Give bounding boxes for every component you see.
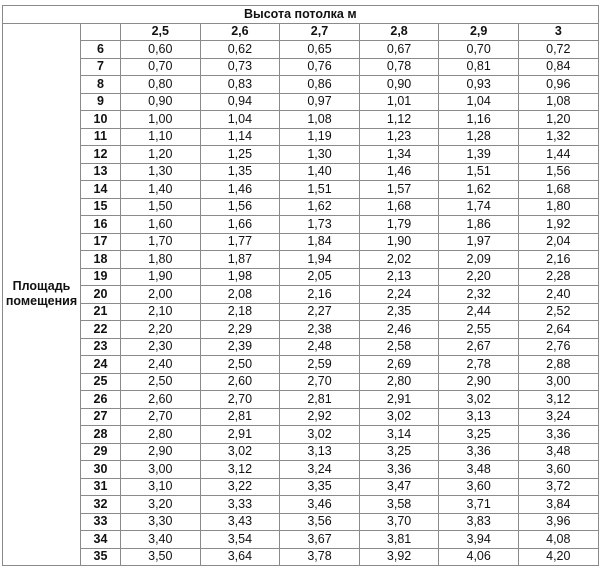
table-row xyxy=(3,426,599,444)
value-cell: 2,16 xyxy=(280,286,360,304)
value-cell: 2,70 xyxy=(280,373,360,391)
value-cell: 0,81 xyxy=(439,58,519,76)
value-cell: 2,10 xyxy=(121,303,201,321)
value-cell: 3,02 xyxy=(439,391,519,409)
area-cell: 35 xyxy=(81,548,121,566)
value-cell: 1,35 xyxy=(200,163,280,181)
table-row xyxy=(3,303,599,321)
value-cell: 1,98 xyxy=(200,268,280,286)
value-cell: 1,86 xyxy=(439,216,519,234)
height-header: 2,5 xyxy=(121,23,201,41)
value-cell: 0,94 xyxy=(200,93,280,111)
area-cell: 30 xyxy=(81,461,121,479)
value-cell: 2,40 xyxy=(121,356,201,374)
value-cell: 3,02 xyxy=(359,408,439,426)
table-row xyxy=(3,251,599,269)
value-cell: 2,20 xyxy=(439,268,519,286)
value-cell: 1,04 xyxy=(439,93,519,111)
value-cell: 3,33 xyxy=(200,496,280,514)
height-header: 2,9 xyxy=(439,23,519,41)
value-cell: 2,32 xyxy=(439,286,519,304)
area-cell: 10 xyxy=(81,111,121,129)
value-cell: 0,70 xyxy=(439,41,519,59)
value-cell: 2,58 xyxy=(359,338,439,356)
table-row xyxy=(3,496,599,514)
value-cell: 1,56 xyxy=(518,163,598,181)
area-cell: 34 xyxy=(81,531,121,549)
value-cell: 3,12 xyxy=(200,461,280,479)
title-row xyxy=(3,6,599,24)
value-cell: 3,92 xyxy=(359,548,439,566)
table-row xyxy=(3,198,599,216)
area-cell: 15 xyxy=(81,198,121,216)
table-row xyxy=(3,391,599,409)
value-cell: 0,65 xyxy=(280,41,360,59)
value-cell: 0,60 xyxy=(121,41,201,59)
area-cell: 19 xyxy=(81,268,121,286)
value-cell: 2,64 xyxy=(518,321,598,339)
value-cell: 1,57 xyxy=(359,181,439,199)
value-cell: 1,62 xyxy=(280,198,360,216)
value-cell: 0,90 xyxy=(359,76,439,94)
value-cell: 2,69 xyxy=(359,356,439,374)
value-cell: 3,20 xyxy=(121,496,201,514)
value-cell: 2,78 xyxy=(439,356,519,374)
table-title: Высота потолка м xyxy=(3,6,599,24)
value-cell: 1,40 xyxy=(121,181,201,199)
value-cell: 3,56 xyxy=(280,513,360,531)
value-cell: 1,08 xyxy=(280,111,360,129)
value-cell: 1,20 xyxy=(121,146,201,164)
area-cell: 21 xyxy=(81,303,121,321)
value-cell: 1,74 xyxy=(439,198,519,216)
table-row xyxy=(3,478,599,496)
value-cell: 1,68 xyxy=(518,181,598,199)
value-cell: 2,39 xyxy=(200,338,280,356)
table-row xyxy=(3,58,599,76)
value-cell: 4,20 xyxy=(518,548,598,566)
area-cell: 33 xyxy=(81,513,121,531)
value-cell: 2,52 xyxy=(518,303,598,321)
value-cell: 1,87 xyxy=(200,251,280,269)
value-cell: 3,71 xyxy=(439,496,519,514)
value-cell: 1,20 xyxy=(518,111,598,129)
height-header: 3 xyxy=(518,23,598,41)
value-cell: 1,23 xyxy=(359,128,439,146)
value-cell: 1,00 xyxy=(121,111,201,129)
value-cell: 3,70 xyxy=(359,513,439,531)
table-row xyxy=(3,163,599,181)
value-cell: 2,40 xyxy=(518,286,598,304)
area-cell: 26 xyxy=(81,391,121,409)
value-cell: 1,32 xyxy=(518,128,598,146)
value-cell: 1,40 xyxy=(280,163,360,181)
value-cell: 3,72 xyxy=(518,478,598,496)
value-cell: 0,62 xyxy=(200,41,280,59)
value-cell: 3,13 xyxy=(439,408,519,426)
table-row xyxy=(3,76,599,94)
value-cell: 2,70 xyxy=(121,408,201,426)
value-cell: 3,60 xyxy=(518,461,598,479)
height-header-row xyxy=(3,23,599,41)
value-cell: 2,24 xyxy=(359,286,439,304)
value-cell: 1,56 xyxy=(200,198,280,216)
value-cell: 1,30 xyxy=(121,163,201,181)
value-cell: 3,00 xyxy=(121,461,201,479)
value-cell: 3,30 xyxy=(121,513,201,531)
value-cell: 2,18 xyxy=(200,303,280,321)
value-cell: 1,68 xyxy=(359,198,439,216)
value-cell: 1,51 xyxy=(280,181,360,199)
value-cell: 2,05 xyxy=(280,268,360,286)
value-cell: 1,97 xyxy=(439,233,519,251)
area-cell: 28 xyxy=(81,426,121,444)
area-cell: 22 xyxy=(81,321,121,339)
table-row xyxy=(3,233,599,251)
value-cell: 1,30 xyxy=(280,146,360,164)
value-cell: 3,58 xyxy=(359,496,439,514)
area-cell: 29 xyxy=(81,443,121,461)
area-cell: 14 xyxy=(81,181,121,199)
area-cell: 11 xyxy=(81,128,121,146)
table-row xyxy=(3,513,599,531)
area-cell: 6 xyxy=(81,41,121,59)
value-cell: 1,19 xyxy=(280,128,360,146)
value-cell: 0,83 xyxy=(200,76,280,94)
value-cell: 1,39 xyxy=(439,146,519,164)
area-cell: 24 xyxy=(81,356,121,374)
value-cell: 1,04 xyxy=(200,111,280,129)
area-cell: 17 xyxy=(81,233,121,251)
value-cell: 3,94 xyxy=(439,531,519,549)
value-cell: 3,36 xyxy=(518,426,598,444)
value-cell: 0,80 xyxy=(121,76,201,94)
table-row xyxy=(3,181,599,199)
value-cell: 1,34 xyxy=(359,146,439,164)
value-cell: 2,80 xyxy=(359,373,439,391)
table-row xyxy=(3,321,599,339)
value-cell: 3,02 xyxy=(200,443,280,461)
value-cell: 0,76 xyxy=(280,58,360,76)
value-cell: 0,90 xyxy=(121,93,201,111)
area-cell: 18 xyxy=(81,251,121,269)
value-cell: 2,59 xyxy=(280,356,360,374)
value-cell: 1,90 xyxy=(359,233,439,251)
value-cell: 1,90 xyxy=(121,268,201,286)
area-cell: 25 xyxy=(81,373,121,391)
value-cell: 3,48 xyxy=(439,461,519,479)
value-cell: 2,60 xyxy=(121,391,201,409)
value-cell: 3,50 xyxy=(121,548,201,566)
value-cell: 1,46 xyxy=(359,163,439,181)
value-cell: 2,81 xyxy=(280,391,360,409)
value-cell: 3,47 xyxy=(359,478,439,496)
value-cell: 2,04 xyxy=(518,233,598,251)
value-cell: 3,81 xyxy=(359,531,439,549)
value-cell: 2,81 xyxy=(200,408,280,426)
height-header: 2,7 xyxy=(280,23,360,41)
area-cell: 13 xyxy=(81,163,121,181)
table-row xyxy=(3,286,599,304)
value-cell: 2,46 xyxy=(359,321,439,339)
table-row xyxy=(3,408,599,426)
value-cell: 1,01 xyxy=(359,93,439,111)
area-cell: 12 xyxy=(81,146,121,164)
value-cell: 3,83 xyxy=(439,513,519,531)
value-cell: 2,13 xyxy=(359,268,439,286)
value-cell: 2,90 xyxy=(121,443,201,461)
value-cell: 1,80 xyxy=(121,251,201,269)
value-cell: 1,44 xyxy=(518,146,598,164)
value-cell: 2,50 xyxy=(200,356,280,374)
value-cell: 3,25 xyxy=(439,426,519,444)
table-row xyxy=(3,93,599,111)
value-cell: 1,51 xyxy=(439,163,519,181)
value-cell: 2,35 xyxy=(359,303,439,321)
table-row xyxy=(3,443,599,461)
value-cell: 3,40 xyxy=(121,531,201,549)
value-cell: 4,06 xyxy=(439,548,519,566)
value-cell: 3,48 xyxy=(518,443,598,461)
area-cell: 31 xyxy=(81,478,121,496)
value-cell: 2,20 xyxy=(121,321,201,339)
value-cell: 1,73 xyxy=(280,216,360,234)
value-cell: 1,84 xyxy=(280,233,360,251)
value-cell: 3,22 xyxy=(200,478,280,496)
value-cell: 1,92 xyxy=(518,216,598,234)
value-cell: 3,54 xyxy=(200,531,280,549)
header-blank-cell xyxy=(81,23,121,41)
area-cell: 9 xyxy=(81,93,121,111)
value-cell: 2,50 xyxy=(121,373,201,391)
table-row xyxy=(3,41,599,59)
value-cell: 3,14 xyxy=(359,426,439,444)
value-cell: 3,24 xyxy=(518,408,598,426)
value-cell: 0,78 xyxy=(359,58,439,76)
value-cell: 1,66 xyxy=(200,216,280,234)
value-cell: 1,79 xyxy=(359,216,439,234)
value-cell: 2,29 xyxy=(200,321,280,339)
value-cell: 2,70 xyxy=(200,391,280,409)
value-cell: 1,28 xyxy=(439,128,519,146)
value-cell: 0,67 xyxy=(359,41,439,59)
ceiling-height-table xyxy=(2,5,599,566)
table-row xyxy=(3,216,599,234)
value-cell: 3,96 xyxy=(518,513,598,531)
value-cell: 3,67 xyxy=(280,531,360,549)
table-row xyxy=(3,268,599,286)
value-cell: 0,73 xyxy=(200,58,280,76)
value-cell: 1,10 xyxy=(121,128,201,146)
value-cell: 3,35 xyxy=(280,478,360,496)
area-cell: 16 xyxy=(81,216,121,234)
value-cell: 3,12 xyxy=(518,391,598,409)
value-cell: 3,02 xyxy=(280,426,360,444)
value-cell: 2,09 xyxy=(439,251,519,269)
value-cell: 0,84 xyxy=(518,58,598,76)
area-side-label: Площадь помещения xyxy=(3,23,81,566)
value-cell: 2,08 xyxy=(200,286,280,304)
value-cell: 0,96 xyxy=(518,76,598,94)
value-cell: 2,02 xyxy=(359,251,439,269)
value-cell: 0,70 xyxy=(121,58,201,76)
value-cell: 2,55 xyxy=(439,321,519,339)
value-cell: 3,64 xyxy=(200,548,280,566)
value-cell: 0,86 xyxy=(280,76,360,94)
value-cell: 1,50 xyxy=(121,198,201,216)
table-row xyxy=(3,531,599,549)
value-cell: 3,84 xyxy=(518,496,598,514)
value-cell: 3,36 xyxy=(359,461,439,479)
value-cell: 2,16 xyxy=(518,251,598,269)
table-row xyxy=(3,111,599,129)
area-cell: 8 xyxy=(81,76,121,94)
value-cell: 2,92 xyxy=(280,408,360,426)
value-cell: 2,00 xyxy=(121,286,201,304)
value-cell: 3,36 xyxy=(439,443,519,461)
value-cell: 2,67 xyxy=(439,338,519,356)
table-row xyxy=(3,146,599,164)
value-cell: 3,25 xyxy=(359,443,439,461)
value-cell: 3,43 xyxy=(200,513,280,531)
value-cell: 3,46 xyxy=(280,496,360,514)
area-cell: 32 xyxy=(81,496,121,514)
value-cell: 3,00 xyxy=(518,373,598,391)
value-cell: 1,60 xyxy=(121,216,201,234)
table-row xyxy=(3,373,599,391)
value-cell: 1,94 xyxy=(280,251,360,269)
value-cell: 2,80 xyxy=(121,426,201,444)
height-header: 2,6 xyxy=(200,23,280,41)
value-cell: 3,60 xyxy=(439,478,519,496)
value-cell: 2,76 xyxy=(518,338,598,356)
value-cell: 1,25 xyxy=(200,146,280,164)
value-cell: 2,60 xyxy=(200,373,280,391)
value-cell: 3,24 xyxy=(280,461,360,479)
table-row xyxy=(3,338,599,356)
table-row xyxy=(3,461,599,479)
value-cell: 2,27 xyxy=(280,303,360,321)
value-cell: 2,90 xyxy=(439,373,519,391)
value-cell: 3,10 xyxy=(121,478,201,496)
value-cell: 1,46 xyxy=(200,181,280,199)
value-cell: 1,16 xyxy=(439,111,519,129)
value-cell: 2,30 xyxy=(121,338,201,356)
value-cell: 2,44 xyxy=(439,303,519,321)
value-cell: 0,93 xyxy=(439,76,519,94)
table-row xyxy=(3,548,599,566)
area-cell: 7 xyxy=(81,58,121,76)
value-cell: 2,48 xyxy=(280,338,360,356)
value-cell: 1,12 xyxy=(359,111,439,129)
height-header: 2,8 xyxy=(359,23,439,41)
value-cell: 0,72 xyxy=(518,41,598,59)
value-cell: 2,38 xyxy=(280,321,360,339)
area-cell: 20 xyxy=(81,286,121,304)
value-cell: 3,78 xyxy=(280,548,360,566)
value-cell: 0,97 xyxy=(280,93,360,111)
value-cell: 1,08 xyxy=(518,93,598,111)
value-cell: 1,14 xyxy=(200,128,280,146)
value-cell: 2,91 xyxy=(200,426,280,444)
area-cell: 27 xyxy=(81,408,121,426)
value-cell: 2,88 xyxy=(518,356,598,374)
value-cell: 3,13 xyxy=(280,443,360,461)
value-cell: 1,80 xyxy=(518,198,598,216)
value-cell: 1,70 xyxy=(121,233,201,251)
value-cell: 2,28 xyxy=(518,268,598,286)
value-cell: 4,08 xyxy=(518,531,598,549)
table-row xyxy=(3,128,599,146)
area-cell: 23 xyxy=(81,338,121,356)
value-cell: 2,91 xyxy=(359,391,439,409)
table-row xyxy=(3,356,599,374)
value-cell: 1,62 xyxy=(439,181,519,199)
value-cell: 1,77 xyxy=(200,233,280,251)
